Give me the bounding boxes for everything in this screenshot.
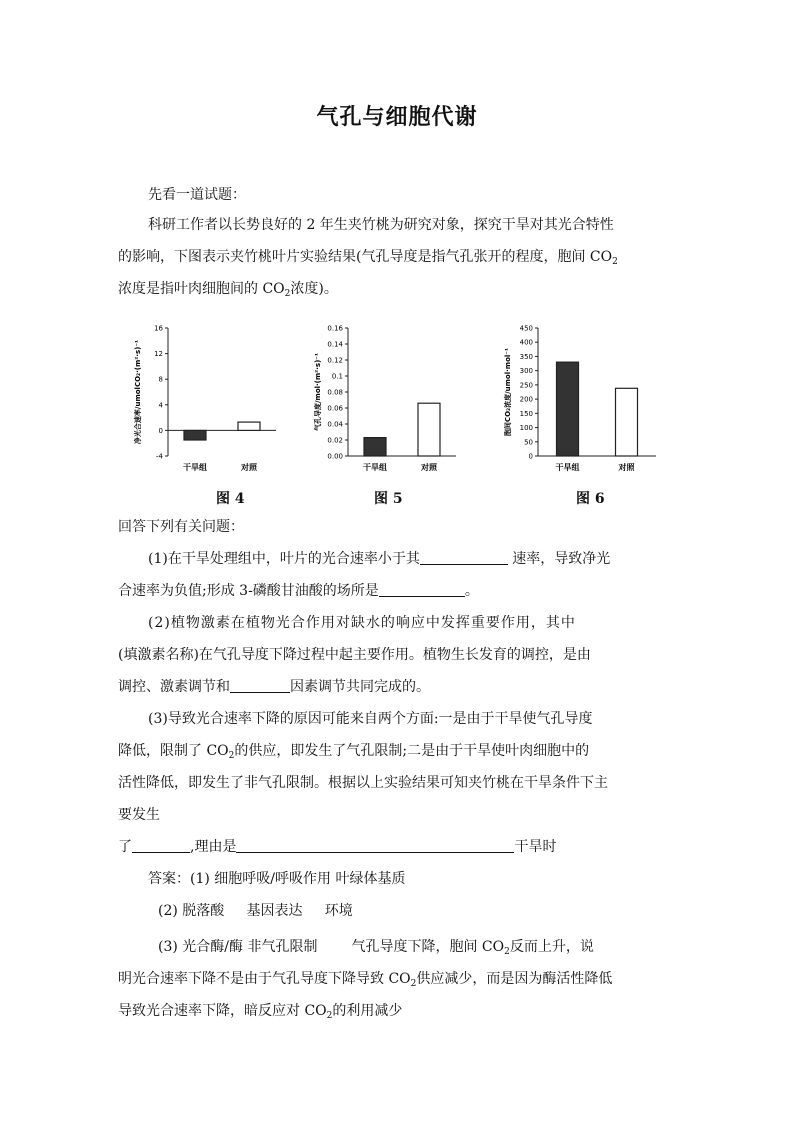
chart-fig5-svg [310, 316, 460, 486]
bar-1 [238, 422, 260, 430]
y-tick-label: 0.06 [327, 404, 343, 413]
q1-line-1: (1)在干旱处理组中，叶片的光合速率小于其 速率，导致净光 [148, 551, 611, 567]
category-label: 干旱组 [183, 463, 207, 472]
chart-fig6-svg [500, 316, 660, 486]
bar-0 [184, 430, 206, 440]
y-tick-label: 200 [519, 395, 533, 404]
y-tick-label: 450 [519, 324, 533, 333]
y-tick-label: 50 [524, 438, 533, 447]
page-title: 气孔与细胞代谢 [316, 105, 478, 130]
y-tick-label: 16 [154, 324, 163, 333]
q1-blank-2 [379, 582, 465, 597]
category-label: 对照 [421, 463, 437, 472]
y-tick-label: 300 [519, 367, 533, 376]
y-tick-label: 12 [154, 350, 163, 359]
category-label: 对照 [241, 463, 257, 472]
q3-line-3: 活性降低，即发生了非气孔限制。根据以上实验结果可知夹竹桃在干旱条件下主 [118, 775, 608, 791]
chart-fig4 [130, 316, 280, 507]
q3-blank-1 [132, 838, 190, 853]
q3-line-4: 要发生 [118, 807, 160, 823]
y-axis-label: 气孔导度/mol·(m²·s)⁻¹ [314, 352, 322, 432]
bar-1 [616, 388, 638, 456]
bar-1 [418, 403, 440, 456]
bar-0 [557, 362, 579, 456]
answer-line-4: 明光合速率下降不是由于气孔导度下降导致 $CO_2$供应减少，而是因为酶活性降低 [118, 971, 613, 989]
q1-blank-1 [420, 550, 508, 565]
y-tick-label: 0.02 [327, 436, 343, 445]
stem-line-3: 浓度是指叶肉细胞间的 $CO_2$浓度)。 [118, 281, 338, 299]
chart-fig5-caption: 图 5 [374, 491, 403, 507]
q2-blank [230, 678, 290, 693]
y-axis-label: 胞间CO₂浓度/umol·mol⁻¹ [504, 347, 512, 437]
y-tick-label: 0.04 [327, 420, 343, 429]
q3-line-5: 了 ,理由是 干旱时 [118, 839, 557, 855]
y-tick-label: 100 [519, 424, 533, 433]
y-tick-label: 0.14 [327, 340, 343, 349]
q2-line-2: (填激素名称)在气孔导度下降过程中起主要作用。植物生长发育的调控，是由 [118, 647, 591, 663]
y-tick-label: -4 [156, 452, 163, 461]
category-label: 对照 [618, 463, 635, 472]
category-label: 干旱组 [363, 463, 387, 472]
chart-fig5 [310, 316, 460, 507]
q3-line-2: 降低，限制了 $CO_2$的供应，即发生了气孔限制;二是由于干旱使叶肉细胞中的 [118, 743, 590, 761]
q2-line-1: (2)植物激素在植物光合作用对缺水的响应中发挥重要作用，其中 [148, 615, 576, 631]
stem-line-1: 科研工作者以长势良好的 2 年生夹竹桃为研究对象，探究干旱对其光合特性 [148, 217, 614, 233]
y-tick-label: 0 [528, 452, 533, 461]
chart-fig6-caption: 图 6 [576, 491, 605, 507]
y-tick-label: 0.00 [327, 452, 343, 461]
y-tick-label: 4 [158, 401, 163, 410]
chart-fig4-svg [130, 316, 280, 486]
charts-figure [130, 316, 690, 512]
chart-fig6 [500, 316, 660, 507]
y-tick-label: 0.08 [327, 388, 343, 397]
answer-line-1: 答案：(1) 细胞呼吸/呼吸作用 叶绿体基质 [148, 871, 406, 887]
y-tick-label: 250 [519, 381, 533, 390]
q1-line-2: 合速率为负值;形成 3-磷酸甘油酸的场所是 。 [118, 583, 479, 599]
answer-line-2: (2) 脱落酸 基因表达 环境 [158, 903, 353, 919]
y-tick-label: 0.16 [327, 324, 343, 333]
y-tick-label: 400 [519, 338, 533, 347]
answer-line-5: 导致光合速率下降，暗反应对 $CO_2$的利用减少 [118, 1003, 403, 1021]
bar-0 [364, 438, 386, 456]
y-tick-label: 0 [158, 426, 163, 435]
answer-prompt: 回答下列有关问题： [118, 519, 244, 535]
y-tick-label: 0.1 [331, 372, 343, 381]
q3-line-1: (3)导致光合速率下降的原因可能来自两个方面:一是由于干旱使气孔导度 [148, 711, 593, 727]
chart-fig4-caption: 图 4 [216, 491, 245, 507]
stem-line-2: 的影响，下图表示夹竹桃叶片实验结果(气孔导度是指气孔张开的程度，胞间 $CO_2$ [118, 249, 618, 267]
y-tick-label: 8 [158, 375, 163, 384]
y-tick-label: 350 [519, 352, 533, 361]
category-label: 干旱组 [555, 463, 580, 472]
intro-text: 先看一道试题： [148, 187, 246, 203]
q2-line-3: 调控、激素调节和 因素调节共同完成的。 [118, 679, 430, 695]
answer-line-3: (3) 光合酶/酶 非气孔限制 气孔导度下降，胞间 $CO_2$反而上升，说 [158, 939, 594, 957]
y-axis-label: 净光合速率/umolCO₂·(m²·s)⁻¹ [134, 339, 142, 445]
y-tick-label: 0.12 [327, 356, 343, 365]
q3-blank-2 [236, 838, 514, 853]
y-tick-label: 150 [519, 409, 533, 418]
